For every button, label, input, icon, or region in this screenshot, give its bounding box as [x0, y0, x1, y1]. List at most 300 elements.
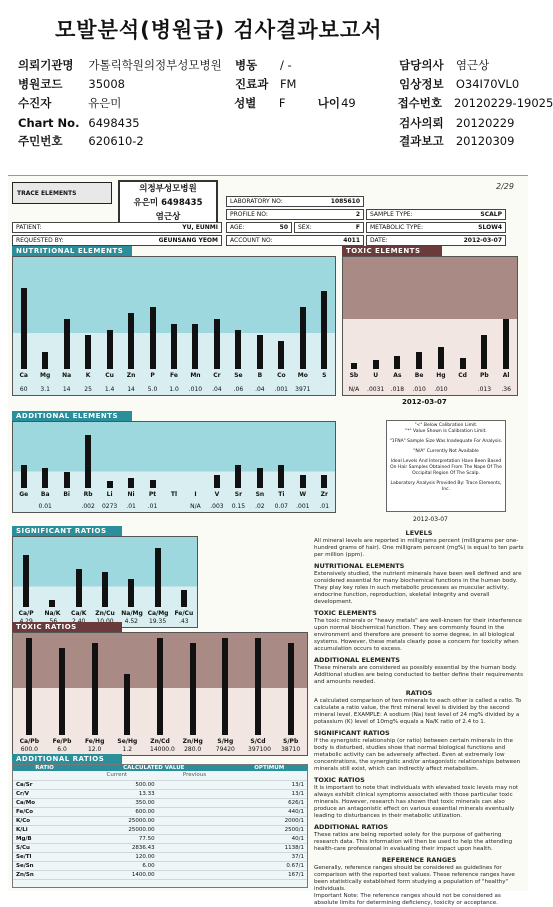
element-label: Ca/P: [18, 610, 34, 617]
ratio-current: 600.00: [76, 807, 157, 816]
bar-ge: [21, 465, 27, 488]
field-label: 진료과: [234, 77, 269, 91]
bar-ti: [278, 465, 284, 488]
ratio-previous: [158, 861, 232, 870]
bar-w: [300, 475, 306, 488]
ratio-previous: [158, 843, 232, 852]
element-value: 6.0: [57, 746, 67, 753]
field-label: 결과보고: [399, 134, 444, 148]
element-label: Cu: [105, 372, 114, 379]
element-value: .01: [319, 503, 330, 510]
stamp-line: 염근상: [155, 212, 181, 222]
bar-se: [235, 330, 241, 369]
lab-logo: [12, 182, 112, 204]
bar-zn-cd: [157, 638, 163, 735]
stamp-line: 유은미 6498435: [133, 198, 203, 208]
element-label: Zr: [320, 491, 328, 498]
legend-date: 2012-03-07: [413, 516, 448, 523]
field-label: 의뢰기관명: [18, 58, 74, 72]
laboratory-no: [226, 196, 364, 207]
element-label: Mo: [297, 372, 308, 379]
element-label: Tl: [170, 491, 178, 498]
bar-bi: [64, 472, 70, 489]
element-value: .04: [212, 386, 222, 393]
header-row: [18, 95, 553, 111]
element-label: Sr: [234, 491, 243, 498]
element-label: Na/K: [44, 610, 61, 617]
field-label: 병원코드: [18, 77, 63, 91]
field-value: 620610-2: [88, 134, 144, 148]
table-row: [13, 798, 307, 807]
element-value: .013: [477, 386, 492, 393]
toxic-ratios-title: TOXIC RATIOS: [12, 622, 122, 632]
label: LABORATORY NO:: [230, 198, 283, 205]
handwritten-note: 2/29: [496, 182, 514, 191]
label: AGE:: [230, 224, 245, 231]
element-value: .002: [81, 503, 95, 510]
bar-s-pb: [288, 643, 294, 735]
bar-fe-cu: [181, 590, 187, 608]
bar-fe-hg: [92, 643, 98, 735]
field-value: F: [278, 96, 286, 110]
label: SEX:: [298, 224, 312, 231]
bar-zn-cu: [102, 572, 108, 607]
element-label: Cd: [458, 372, 467, 379]
bar-s-cd: [255, 638, 261, 735]
additional-title: ADDITIONAL ELEMENTS: [12, 411, 132, 421]
toxic-heading: TOXIC ELEMENTS: [314, 609, 377, 617]
nutritional-heading: NUTRITIONAL ELEMENTS: [314, 562, 405, 570]
report-date: [366, 235, 506, 246]
field-value: 49: [341, 96, 356, 110]
element-value: .0031: [367, 386, 385, 393]
toxic-title: TOXIC ELEMENTS: [342, 246, 442, 256]
element-label: Zn/Cu: [95, 610, 115, 617]
bar-hg: [438, 347, 444, 369]
value: YU, EUNMI: [182, 224, 218, 231]
field-label: 임상정보: [399, 77, 444, 91]
element-value: 600.0: [20, 746, 38, 753]
element-value: .06: [233, 386, 244, 393]
ratio-name: Ca/Mo: [13, 798, 76, 807]
field-value: 35008: [88, 77, 125, 91]
header-row: [18, 57, 536, 73]
table-row: [13, 825, 307, 834]
ratio-previous: [158, 789, 232, 798]
ratio-name: Se/Sn: [13, 861, 76, 870]
bar-pb: [481, 335, 487, 369]
ratio-previous: [158, 816, 232, 825]
legend-line: "<" Below Calibration Limit.: [414, 423, 478, 428]
element-label: Na: [62, 372, 72, 379]
element-value: .02: [255, 503, 265, 510]
element-label: Sb: [349, 372, 359, 379]
ratio-optimum: 13/1: [231, 789, 307, 798]
toxic-ratios-text: It is important to note that individuals with elevated toxic levels may not always exhibit clinical symptoms associated with those particular toxic minerals. However, research has shown that toxic minerals can also produce an antagonistic effect on various essential minerals eventually leading to disturbances in their metabolic utilization.: [314, 785, 519, 819]
legend-line: "1FNA" Sample Size Was Inadequate For Analysis.: [389, 439, 503, 444]
ratio-current: 13.33: [76, 789, 157, 798]
ratio-previous: [158, 780, 232, 789]
field-value: FM: [279, 77, 297, 91]
bar-na-mg: [128, 579, 134, 607]
element-value: 60: [19, 386, 28, 393]
element-label: Ni: [127, 491, 135, 498]
additional-chart: [12, 421, 336, 513]
bar-s-hg: [222, 638, 228, 735]
label: PATIENT:: [16, 224, 42, 231]
element-label: Cr: [213, 372, 221, 379]
bar-al: [503, 319, 509, 369]
field-value: 염근상: [455, 58, 490, 72]
element-value: 38710: [281, 746, 301, 753]
ratio-name: Fe/Co: [13, 807, 76, 816]
element-value: 14: [127, 386, 135, 393]
explanation-column: [314, 526, 524, 906]
element-label: Ca/Mg: [147, 610, 169, 617]
element-value: .003: [210, 503, 224, 510]
value: 4011: [343, 237, 360, 244]
field-label: 담당의사: [399, 58, 444, 72]
ratio-previous: [158, 852, 232, 861]
significant-text: If the synergistic relationship (or ratio) between certain minerals in the body is disturbed, studies show that normal biological functions and metabolic activity can be adversely affected. Even at extremely low concentrations, the synergistic and/or antagonistic relationships between minerals still exist, which can indirectly affect metabolism.: [314, 738, 521, 772]
element-value: 4.52: [124, 618, 138, 625]
element-value: 3.1: [40, 386, 50, 393]
element-label: Pt: [148, 491, 157, 498]
ratio-current: 77.50: [76, 834, 157, 843]
element-value: 3971: [295, 386, 311, 393]
table-row: [13, 852, 307, 861]
bar-b: [257, 335, 263, 369]
additional-text: These minerals are considered as possibly essential by the human body. Additional studies are being conducted to better define their requirements and amounts needed.: [314, 665, 523, 685]
element-value: 0.01: [38, 503, 52, 510]
bar-mg: [42, 352, 48, 369]
element-label: W: [299, 491, 307, 498]
element-value: .001: [296, 503, 310, 510]
ratio-optimum: 37/1: [231, 852, 307, 861]
element-label: Mg: [40, 372, 51, 379]
bar-na-k: [49, 600, 55, 607]
ratio-previous: [158, 807, 232, 816]
ratio-current: 2836.43: [76, 843, 157, 852]
table-row: [13, 834, 307, 843]
nutritional-text: Extensively studied, the nutrient minerals have been well defined and are considered essential for many biochemical functions in the human body. They play key roles in such metabolic processes as muscular activity, endocrine function, reproduction, skeletal integrity and overall development.: [314, 571, 522, 605]
ratio-optimum: 440/1: [231, 807, 307, 816]
bar-ca-p: [23, 555, 29, 608]
toxic-ratios-chart: [12, 632, 308, 756]
sub-previous: Previous: [158, 771, 232, 780]
element-label: Ca/K: [71, 610, 87, 617]
element-label: Ca: [19, 372, 28, 379]
bar-sn: [257, 468, 263, 488]
table-row: [13, 861, 307, 870]
ratio-current: 25000.00: [76, 825, 157, 834]
lab-name: TRACE ELEMENTS: [17, 189, 77, 197]
stamp-line: 의정부성모병원: [139, 184, 197, 194]
value: SLOW4: [478, 224, 502, 231]
label: METABOLIC TYPE:: [370, 224, 423, 231]
element-label: Zn/Cd: [150, 738, 170, 745]
reference-text: Generally, reference ranges should be considered as guidelines for comparison with the reported test values. These reference ranges have been statistically established form studying a population of "healthy" individuals.: [314, 865, 515, 892]
legend-line: Laboratory Analysis Provided By: Trace Elements, Inc.: [390, 481, 502, 492]
toxic-text: The toxic minerals or "heavy metals" are well-known for their interference upon normal biochemical function. They are commonly found in the environment and therefore are present to some degree, in all biological systems. However, these metals clearly pose a concern for toxicity when accumulation occurs to excess.: [314, 618, 523, 652]
element-label: S/Pb: [283, 738, 299, 745]
ratio-previous: [158, 798, 232, 807]
ratio-optimum: 2000/1: [231, 816, 307, 825]
value: 50: [279, 224, 288, 231]
field-value: 20120229-19025: [454, 96, 553, 110]
element-label: K: [85, 372, 91, 379]
element-label: Ca/Pb: [19, 738, 39, 745]
ratio-name: K/Li: [13, 825, 76, 834]
table-row: [13, 816, 307, 825]
element-label: B: [257, 372, 263, 379]
element-label: Fe/Pb: [52, 738, 72, 745]
toxic-ratios-heading: TOXIC RATIOS: [314, 776, 365, 784]
element-label: Se/Hg: [117, 738, 138, 745]
patient: [12, 222, 222, 233]
bar-cr: [214, 319, 220, 369]
field-label: 나이: [317, 96, 340, 110]
value: SCALP: [480, 211, 502, 218]
element-label: S: [322, 372, 327, 379]
element-label: Fe/Cu: [174, 610, 194, 617]
header-row: [18, 76, 536, 92]
ratio-current: 120.00: [76, 852, 157, 861]
ratio-previous: [158, 834, 232, 843]
bar-sr: [235, 465, 241, 488]
bar-zn: [128, 313, 134, 369]
legend-box: [386, 420, 506, 512]
bar-s: [321, 291, 327, 369]
element-label: V: [214, 491, 220, 498]
bar-co: [278, 341, 284, 369]
value: 1085610: [330, 198, 360, 205]
bar-se-hg: [124, 674, 130, 735]
value: F: [355, 224, 360, 231]
ratio-optimum: 0.67/1: [231, 861, 307, 870]
field-label: 수진자: [18, 96, 52, 110]
col-optimum: OPTIMUM: [231, 765, 307, 771]
metabolic-type: [366, 222, 506, 233]
bar-rb: [85, 435, 91, 488]
element-value: 19.35: [148, 618, 167, 625]
bar-fe: [171, 324, 177, 369]
bar-ba: [42, 468, 48, 488]
element-value: 1.2: [122, 746, 133, 753]
ratio-name: K/Co: [13, 816, 76, 825]
label: REQUESTED BY:: [16, 237, 64, 244]
ratios-text: A calculated comparison of two minerals to each other is called a ratio. To calculate a ratio value, the first mineral level is divided by the second mineral level. EXAMPLE: A sodium (Na) test level of 24 mg% divided by a potassium (K) level of 10mg% equals a Na/K ratio of 2.4 to 1.: [314, 698, 522, 725]
table-row: [13, 780, 307, 789]
table-row: [13, 807, 307, 816]
significant-title: SIGNIFICANT RATIOS: [12, 526, 122, 536]
element-value: .010: [188, 386, 203, 393]
bar-mo: [300, 307, 306, 369]
bar-u: [373, 360, 379, 369]
element-label: U: [373, 372, 379, 379]
bar-cu: [107, 330, 113, 369]
element-label: Na/Mg: [121, 610, 143, 617]
element-value: 397100: [248, 746, 271, 753]
reference-heading: REFERENCE RANGES: [381, 856, 457, 864]
element-label: I: [194, 491, 197, 498]
ratio-name: Mg/B: [13, 834, 76, 843]
element-value: .001: [274, 386, 288, 393]
legend-line: Ideal Levels And Interpretation Have Been Based On Hair Samples Obtained From The Nape Of The Occipital Region Of The Scalp.: [390, 459, 502, 476]
element-value: .43: [179, 618, 189, 625]
field-value: O34I70VL0: [455, 77, 520, 91]
element-value: 79420: [215, 746, 235, 753]
bar-ni: [128, 478, 134, 488]
element-label: Se: [234, 372, 243, 379]
field-value: 20120229: [455, 116, 515, 130]
bar-pt: [150, 480, 156, 488]
levels-text: All mineral levels are reported in milligrams percent (milligrams per one-hundred grams of hair). One milligram percent (mg%) is equal to ten parts per million (ppm).: [314, 538, 524, 558]
bar-p: [150, 307, 156, 369]
element-label: Al: [502, 372, 510, 379]
element-label: S/Cd: [250, 738, 266, 745]
reference-note: Important Note: The reference ranges should not be considered as absolute limits for determining deficiency, toxicity or acceptance.: [314, 893, 501, 906]
field-label: 검사의뢰: [399, 116, 444, 130]
sub-current: Current: [76, 771, 157, 780]
element-label: Fe: [170, 372, 178, 379]
hospital-stamp: [118, 180, 218, 224]
ratio-name: Ca/Sr: [13, 780, 76, 789]
element-label: Sn: [255, 491, 265, 498]
element-value: N/A: [348, 386, 360, 393]
element-value: 0273: [101, 503, 118, 510]
element-value: .36: [501, 386, 511, 393]
bar-k: [85, 335, 91, 369]
element-value: .010: [412, 386, 426, 393]
sample-type: [366, 209, 506, 220]
bar-ca-mg: [155, 548, 161, 608]
element-value: 0.07: [274, 503, 288, 510]
element-value: 280.0: [184, 746, 202, 753]
ratio-current: 6.00: [76, 861, 157, 870]
ratio-current: 350.00: [76, 798, 157, 807]
element-label: As: [393, 372, 402, 379]
element-label: Fe/Hg: [84, 738, 105, 745]
table-row: [13, 843, 307, 852]
element-value: N/A: [190, 503, 201, 510]
account-no: [226, 235, 364, 246]
header-row: [18, 133, 536, 149]
legend-line: "N/A" Currently Not Available: [413, 449, 479, 454]
field-value: 가톨릭학원의정부성모병원: [88, 58, 222, 72]
field-label: 병동: [234, 58, 258, 72]
bar-fe-pb: [59, 648, 65, 735]
ratio-name: Zn/Sn: [13, 870, 76, 879]
age: [226, 222, 292, 233]
ratio-optimum: 167/1: [231, 870, 307, 879]
legend-line: "*" Value Shown Is Calibration Limit.: [405, 429, 487, 434]
bar-be: [416, 352, 422, 369]
ratio-name: Cr/V: [13, 789, 76, 798]
ratio-optimum: 626/1: [231, 798, 307, 807]
element-label: Ge: [19, 491, 29, 498]
col-value: CALCULATED VALUE: [76, 765, 231, 771]
additional-heading: ADDITIONAL ELEMENTS: [314, 656, 400, 664]
levels-heading: LEVELS: [405, 529, 433, 537]
additional-ratios-text: These ratios are being reported solely for the purpose of gathering research data. This information will then be used to help the attending health-care professional in evaluating their impact upon health.: [314, 832, 513, 852]
additional-ratios-title: ADDITIONAL RATIOS: [12, 754, 122, 764]
field-value: 20120309: [455, 134, 515, 148]
bar-ca: [21, 288, 27, 369]
ratio-optimum: 13/1: [231, 780, 307, 789]
table-row: [13, 870, 307, 879]
label: PROFILE NO:: [230, 211, 268, 218]
element-label: S/Hg: [217, 738, 234, 745]
ratio-optimum: 40/1: [231, 834, 307, 843]
element-value: 5.0: [147, 386, 158, 393]
element-value: .01: [147, 503, 158, 510]
bar-zn-hg: [190, 643, 196, 735]
value: 2012-03-07: [463, 237, 502, 244]
field-label: Chart No.: [18, 116, 80, 130]
element-value: 1.4: [104, 386, 115, 393]
ratio-optimum: 2500/1: [231, 825, 307, 834]
ratio-previous: [158, 870, 232, 879]
element-value: 14: [62, 386, 71, 393]
field-value: 유은미: [88, 96, 122, 110]
element-label: Zn: [126, 372, 136, 379]
element-value: .018: [390, 386, 405, 393]
ratio-current: 1400.00: [76, 870, 157, 879]
element-label: Bi: [63, 491, 70, 498]
bar-as: [394, 356, 400, 369]
bar-zr: [321, 475, 327, 488]
nutritional-title: NUTRITIONAL ELEMENTS: [12, 246, 132, 256]
label: DATE:: [370, 237, 388, 244]
requested-by: [12, 235, 222, 246]
ratio-previous: [158, 825, 232, 834]
element-value: 1.0: [169, 386, 179, 393]
element-label: Pb: [480, 372, 489, 379]
field-value: / -: [279, 58, 292, 72]
element-label: Zn/Hg: [182, 738, 203, 745]
lab-report: [8, 175, 528, 906]
element-value: 0.15: [231, 503, 246, 510]
element-value: 14000.0: [150, 746, 175, 753]
bar-li: [107, 481, 113, 488]
bar-cd: [460, 358, 466, 369]
element-label: Be: [414, 372, 424, 379]
bar-sb: [351, 363, 357, 369]
ratio-current: 500.00: [76, 780, 157, 789]
ratio-optimum: 1138/1: [231, 843, 307, 852]
bar-mn: [192, 324, 198, 369]
element-value: .01: [126, 503, 136, 510]
field-label: 성별: [234, 96, 257, 110]
sex: [294, 222, 364, 233]
element-label: Co: [277, 372, 286, 379]
bar-v: [214, 475, 220, 488]
nutritional-chart: [12, 256, 336, 396]
field-label: 주민번호: [18, 134, 63, 148]
toxic-chart: [342, 256, 518, 396]
element-value: .010: [434, 386, 448, 393]
additional-ratios-heading: ADDITIONAL RATIOS: [314, 823, 389, 831]
bar-ca-pb: [26, 638, 32, 735]
element-label: Rb: [83, 491, 93, 498]
bar-na: [64, 319, 70, 369]
element-label: Ti: [278, 491, 285, 498]
label: ACCOUNT NO:: [230, 237, 273, 244]
ratio-current: 25000.00: [76, 816, 157, 825]
element-label: Mn: [190, 372, 201, 379]
bar-ca-k: [76, 569, 82, 608]
